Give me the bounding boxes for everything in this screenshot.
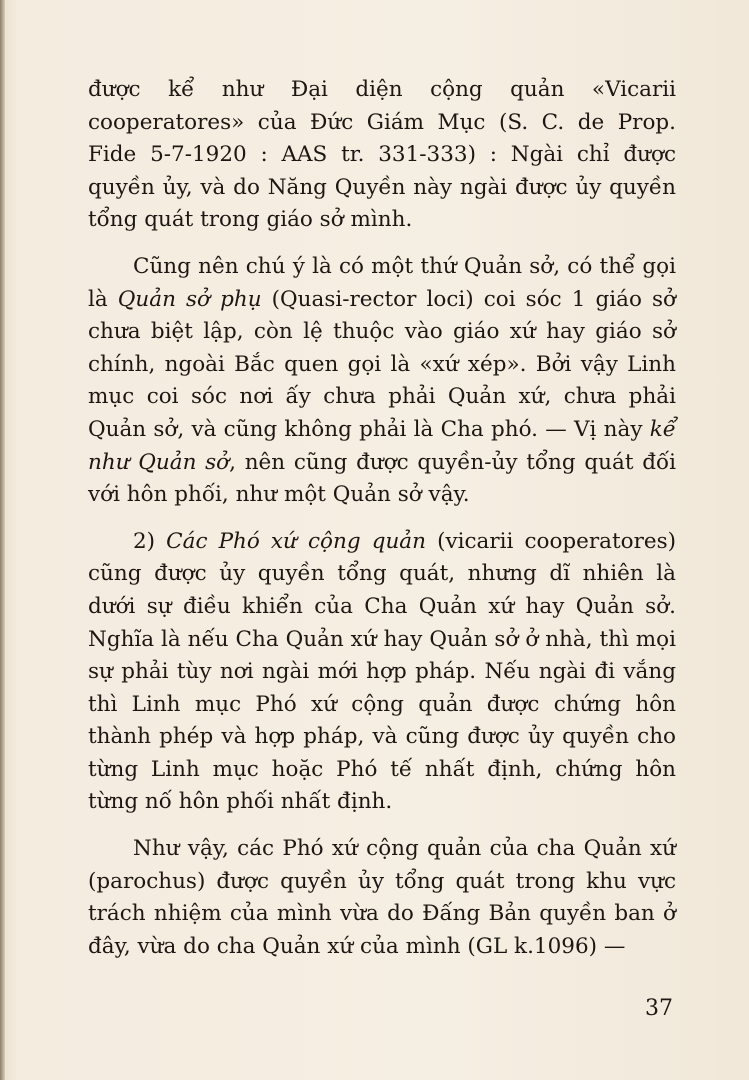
page-binding-edge [0,0,5,1080]
paragraph-1 [88,74,676,237]
segment-italic: Quản sở phụ [117,286,262,312]
segment-italic: kể như Quản sở [88,416,676,475]
page-number: 37 [645,996,673,1021]
segment: được kể như Đại diện cộng quản «Vicarii cooperatores» của Đức Giám Mục (S. C. de Prop. Fide 5-7-1920 : AAS tr. 331-333) : Ngài chỉ được quyền ủy, và do Năng Quyền này ngài được ủy quyền tổng quát trong giáo sở mình. [88,77,676,233]
paragraph-4 [88,833,676,963]
segment: (vicarii cooperatores) cũng được ủy quyền tổng quát, nhưng dĩ nhiên là dưới sự điều khiển của Cha Quản xứ hay Quản sở. Nghĩa là nếu Cha Quản xứ hay Quản sở ở nhà, thì mọi sự phải tùy nơi ngài mới hợp pháp. Nếu ngài đi vắng thì Linh mục Phó xứ cộng quản được chứng hôn thành phép và hợp pháp, và cũng được ủy quyền cho từng Linh mục hoặc Phó tế nhất định, chứng hôn từng nố hôn phối nhất định. [88,528,676,815]
segment: Cũng nên chú ý là có một thứ Quản sở, có thể gọi là [88,253,676,312]
segment: , nên cũng được quyền-ủy tổng quát đối với hôn phối, như một Quản sở vậy. [88,449,676,508]
body-text [88,74,676,963]
segment: Như vậy, các Phó xứ cộng quản của cha Quản xứ (parochus) được quyền ủy tổng quát trong khu vực trách nhiệm của mình vừa do Đấng Bản quyền ban ở đây, vừa do cha Quản xứ của mình (GL k.1096) — [88,836,676,959]
segment: 2) [133,528,167,554]
paragraph-3 [88,526,676,819]
segment-italic: Các Phó xứ cộng quản [166,528,426,554]
segment: (Quasi-rector loci) coi sóc 1 giáo sở chưa biệt lập, còn lệ thuộc vào giáo xứ hay giáo sở chính, ngoài Bắc quen gọi là «xứ xép». Bởi vậy Linh mục coi sóc nơi ấy chưa phải Quản xứ, chưa phải Quản sở, và cũng không phải là Cha phó. — Vị này [88,286,677,442]
paragraph-2 [88,251,676,512]
